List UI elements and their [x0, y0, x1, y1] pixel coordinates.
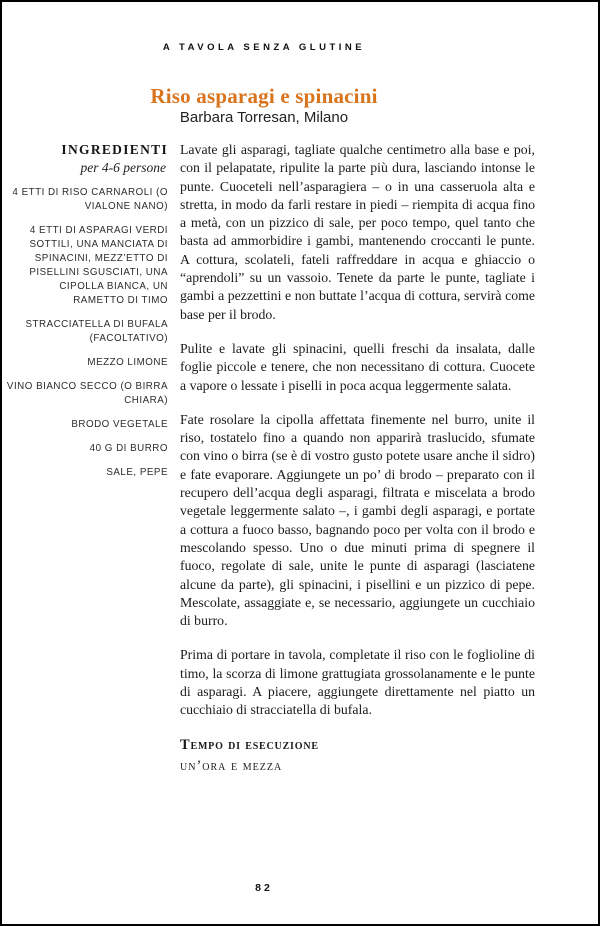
ingredient-item-wine: VINO BIANCO SECCO (O BIRRA CHIARA): [6, 381, 168, 406]
instruction-paragraph-1: Lavate gli asparagi, tagliate qualche centimetro alla base e poi, con il pelapatate, ripulite la parte più dura, lasciando intonse le punte. Cuoceteli nell’asparagiera – o in una casseruola alta e stretta, in modo da farli restare in piedi – riempita di acqua fino a metà, con un pizzico di sale, per poco tempo, quel tanto che basta ad ammorbidire i gambi, mantenendo croccanti le punte. A cottura, scolateli, fateli raffreddare in acqua e ghiaccio o “aprendoli” su un vassoio. Tenete da parte le punte, tagliate i gambi a pezzettini e non buttate l’acqua di cottura, servirà come base per il brodo.: [180, 142, 535, 322]
running-head: A TAVOLA SENZA GLUTINE: [162, 42, 366, 53]
ingredient-item-vegetables: 4 ETTI DI ASPARAGI VERDI SOTTILI, UNA MANCIATA DI SPINACINI, MEZZ’ETTO DI PISELLINI SGUSCIATI, UNA CIPOLLA BIANCA, UN RAMETTO DI TIMO: [29, 225, 168, 306]
ingredients-serving: per 4-6 persone: [80, 160, 166, 175]
ingredient-item-butter: 40 G DI BURRO: [89, 443, 168, 454]
recipe-byline: Barbara Torresan, Milano: [179, 109, 349, 126]
instruction-paragraph-4: Prima di portare in tavola, completate il riso con le foglioline di timo, la scorza di limone grattugiata grossolanamente e le punte di asparagi. A piacere, aggiungete direttamente nel piatto un cucchiaio di stracciatella di bufala.: [180, 647, 535, 718]
ingredient-item-rice: 4 ETTI DI RISO CARNAROLI (O VIALONE NANO): [12, 187, 168, 212]
instruction-paragraph-3: Fate rosolare la cipolla affettata finemente nel burro, unite il riso, tostatelo fino a quando non apparirà traslucido, sfumate con vino o birra (se è di vostro gusto potete usare anche il sidro) e fate evaporare. Aggiungete un po’ di brodo – preparato con il recupero dell’acqua degli asparagi, filtrata e miscelata a brodo vegetale leggermente salato –, i gambi degli asparagi, e portate a cottura a fuoco basso, bagnando poco per volta con il brodo e mescolando spesso. Uno o due minuti prima di spegnere il fuoco, regolate di sale, unite le punte di asparagi (lasciatene alcune da parte), gli spinacini, i pisellini e un pizzico di pepe. Mescolate, assaggiate e, se necessario, aggiungete un cucchiaio di burro.: [180, 411, 535, 629]
ingredient-item-lemon: MEZZO LIMONE: [87, 357, 168, 368]
page-number: 82: [255, 882, 273, 894]
ingredient-item-stracciatella: STRACCIATELLA DI BUFALA (FACOLTATIVO): [25, 319, 168, 344]
ingredients-heading: INGREDIENTI: [61, 142, 168, 157]
execution-time-block: [180, 736, 535, 776]
ingredient-item-salt-pepper: SALE, PEPE: [106, 467, 168, 478]
instructions-column: [180, 141, 535, 775]
ingredient-item-broth: BRODO VEGETALE: [71, 419, 168, 430]
title-block: [2, 84, 526, 127]
execution-time-label: Tempo di esecuzione: [180, 736, 319, 753]
execution-time-value: un’ora e mezza: [180, 757, 283, 774]
recipe-title: Riso asparagi e spinacini: [150, 84, 378, 108]
ingredients-column: [6, 142, 168, 490]
instruction-paragraph-2: Pulite e lavate gli spinacini, quelli freschi da insalata, dalle foglie piccole e tenere, che non necessitano di cottura. Cuocete a vapore o lessate i piselli in poca acqua leggermente salata.: [180, 340, 535, 393]
